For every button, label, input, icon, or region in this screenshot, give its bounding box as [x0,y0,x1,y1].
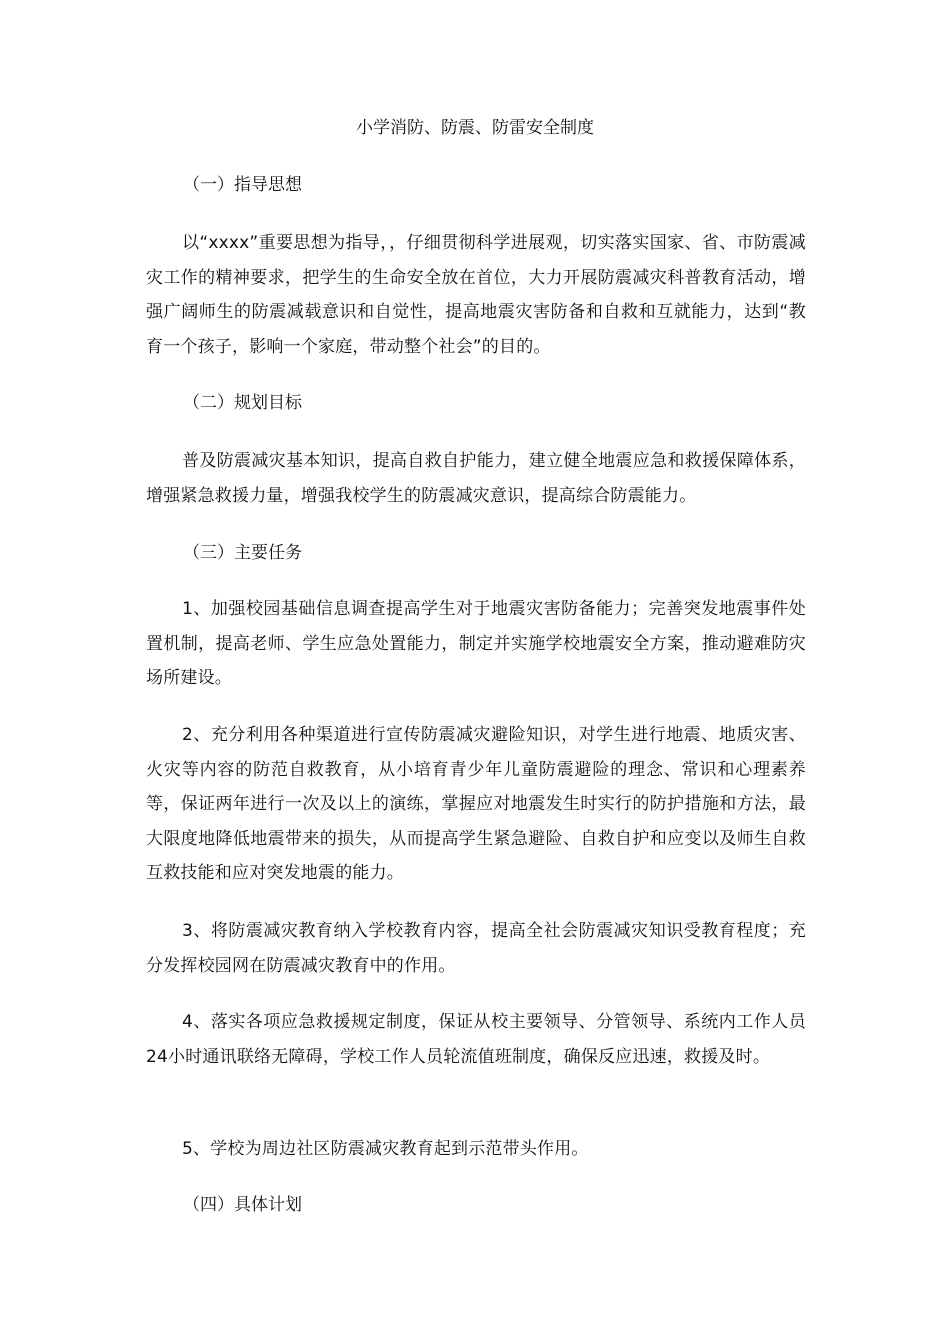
paragraph-guiding-thought: 以“xxxx”重要思想为指导，，仔细贯彻科学进展观，切实落实国家、省、市防震减灾工作的精神要求，把学生的生命安全放在首位，大力开展防震减灾科普教育活动，增强广阔师生的防震减载意识和自觉性，提高地震灾害防备和自救和互就能力，达到“教育一个孩子，影响一个家庭，带动整个社会”的目的。 [146,233,806,357]
paragraph-task-2: 2、充分利用各种渠道进行宣传防震减灾避险知识，对学生进行地震、地质灾害、火灾等内容的防范自救教育，从小培育青少年儿童防震避险的理念、常识和心理素养等，保证两年进行一次及以上的演练，掌握应对地震发生时实行的防护措施和方法，最大限度地降低地震带来的损失，从而提高学生紧急避险、自救自护和应变以及师生自救互救技能和应对突发地震的能力。 [146,725,806,883]
section-heading-guiding-thought: （一）指导思想 [183,175,302,195]
paragraph-task-4: 4、落实各项应急救援规定制度，保证从校主要领导、分管领导、系统内工作人员24小时通讯联络无障碍，学校工作人员轮流值班制度，确保反应迅速，救援及时。 [146,1012,806,1067]
paragraph-planning-goals: 普及防震减灾基本知识，提高自救自护能力，建立健全地震应急和救援保障体系，增强紧急救援力量，增强我校学生的防震减灾意识，提高综合防震能力。 [146,451,806,506]
section-heading-planning-goals: （二）规划目标 [183,393,302,413]
paragraph-task-1: 1、加强校园基础信息调查提高学生对于地震灾害防备能力；完善突发地震事件处置机制，提高老师、学生应急处置能力，制定并实施学校地震安全方案，推动避难防灾场所建设。 [146,599,806,688]
paragraph-task-5: 5、学校为周边社区防震减灾教育起到示范带头作用。 [182,1139,589,1159]
document-title: 小学消防、防震、防雷安全制度 [356,118,594,138]
paragraph-task-3: 3、将防震减灾教育纳入学校教育内容，提高全社会防震减灾知识受教育程度；充分发挥校园网在防震减灾教育中的作用。 [146,921,806,976]
section-heading-specific-plan: （四）具体计划 [183,1195,302,1215]
section-heading-main-tasks: （三）主要任务 [183,543,302,563]
